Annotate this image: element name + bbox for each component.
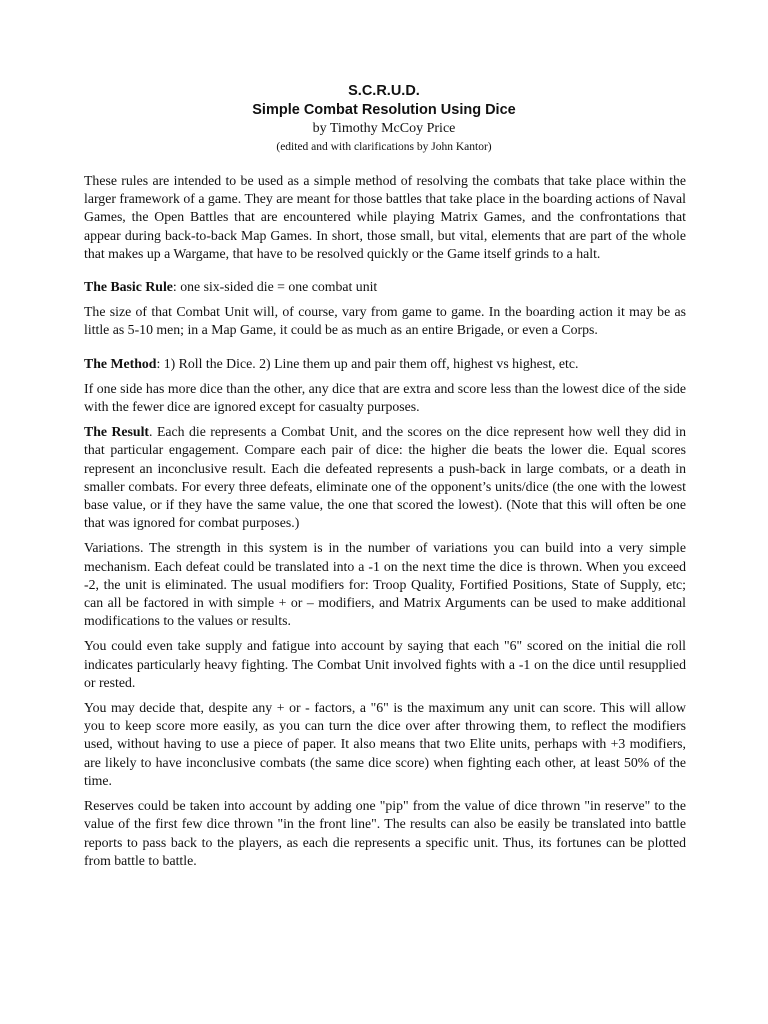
author-line: by Timothy McCoy Price <box>312 121 456 136</box>
extra-dice-paragraph: If one side has more dice than the other, any dice that are extra and score less than the lowest dice of the side with the fewer dice are ignored except for casualty purposes. <box>84 380 686 415</box>
method-paragraph <box>84 355 686 373</box>
document-subtitle: Simple Combat Resolution Using Dice <box>252 102 516 118</box>
basic-rule-paragraph <box>84 278 686 296</box>
editor-line: (edited and with clarifications by John Kantor) <box>276 141 492 153</box>
basic-rule-heading: The Basic Rule <box>84 279 173 295</box>
intro-paragraph: These rules are intended to be used as a simple method of resolving the combats that take place within the larger framework of a game. They are meant for those battles that take place in the boarding actions of Naval Games, the Open Battles that are encountered while playing Matrix Games, and the confrontations that appear during back-to-back Map Games. In short, those small, but vital, elements that are part of the whole that makes up a Wargame, that have to be resolved quickly or the Game itself grinds to a halt. <box>84 173 686 261</box>
document-header <box>0 82 768 156</box>
result-text: . Each die represents a Combat Unit, and the scores on the dice represent how well they did in that particular engagement. Compare each pair of dice: the higher die beats the lower die. Equal scores represent an inconclusive result. Each die defeated represents a push-back in large combats, or a death in smaller combats. For every three defeats, eliminate one of the opponent’s units/dice (the one with the lowest base value, or if they have the same value, the one that scored the lowest). (Note that this will often be one that was ignored for combat purposes.) <box>84 424 686 531</box>
supply-paragraph: You could even take supply and fatigue into account by saying that each "6" scored on the initial die roll indicates particularly heavy fighting. The Combat Unit involved fights with a -1 on the dice until resupplied or rested. <box>84 638 686 690</box>
document-title: S.C.R.U.D. <box>348 83 420 99</box>
result-paragraph <box>84 423 686 532</box>
basic-rule-text: : one six-sided die = one combat unit <box>172 279 378 295</box>
method-text: : 1) Roll the Dice. 2) Line them up and pair them off, highest vs highest, etc. <box>156 355 579 371</box>
max-six-paragraph: You may decide that, despite any + or - factors, a "6" is the maximum any unit can score. This will allow you to keep score more easily, as you can turn the dice over after throwing them, to reflect the modifiers used, without having to use a piece of paper. It also means that two Elite units, perhaps with +3 modifiers, are likely to have inconclusive combats (the same dice score) when fighting each other, at least 50% of the time. <box>84 700 686 788</box>
result-heading: The Result <box>84 424 150 440</box>
method-heading: The Method <box>84 355 157 371</box>
reserves-paragraph: Reserves could be taken into account by adding one "pip" from the value of dice thrown "in reserve" to the value of the first few dice thrown "in the front line". The results can also be easily be translated into battle reports to pass back to the players, as each die represents a specific unit. Thus, its fortunes can be plotted from battle to battle. <box>84 798 686 868</box>
document-body <box>84 172 686 877</box>
unit-size-paragraph: The size of that Combat Unit will, of course, vary from game to game. In the boarding action it may be as little as 5-10 men; in a Map Game, it could be as much as an entire Brigade, or even a Corps. <box>84 304 686 338</box>
variations-paragraph: Variations. The strength in this system is in the number of variations you can build into a very simple mechanism. Each defeat could be translated into a -1 on the next time the dice is thrown. When you exceed -2, the unit is eliminated. The usual modifiers for: Troop Quality, Fortified Positions, State of Supply, etc; can all be factored in with simple + or – modifiers, and Matrix Arguments can be used to make additional modifications to the values or results. <box>84 540 686 629</box>
